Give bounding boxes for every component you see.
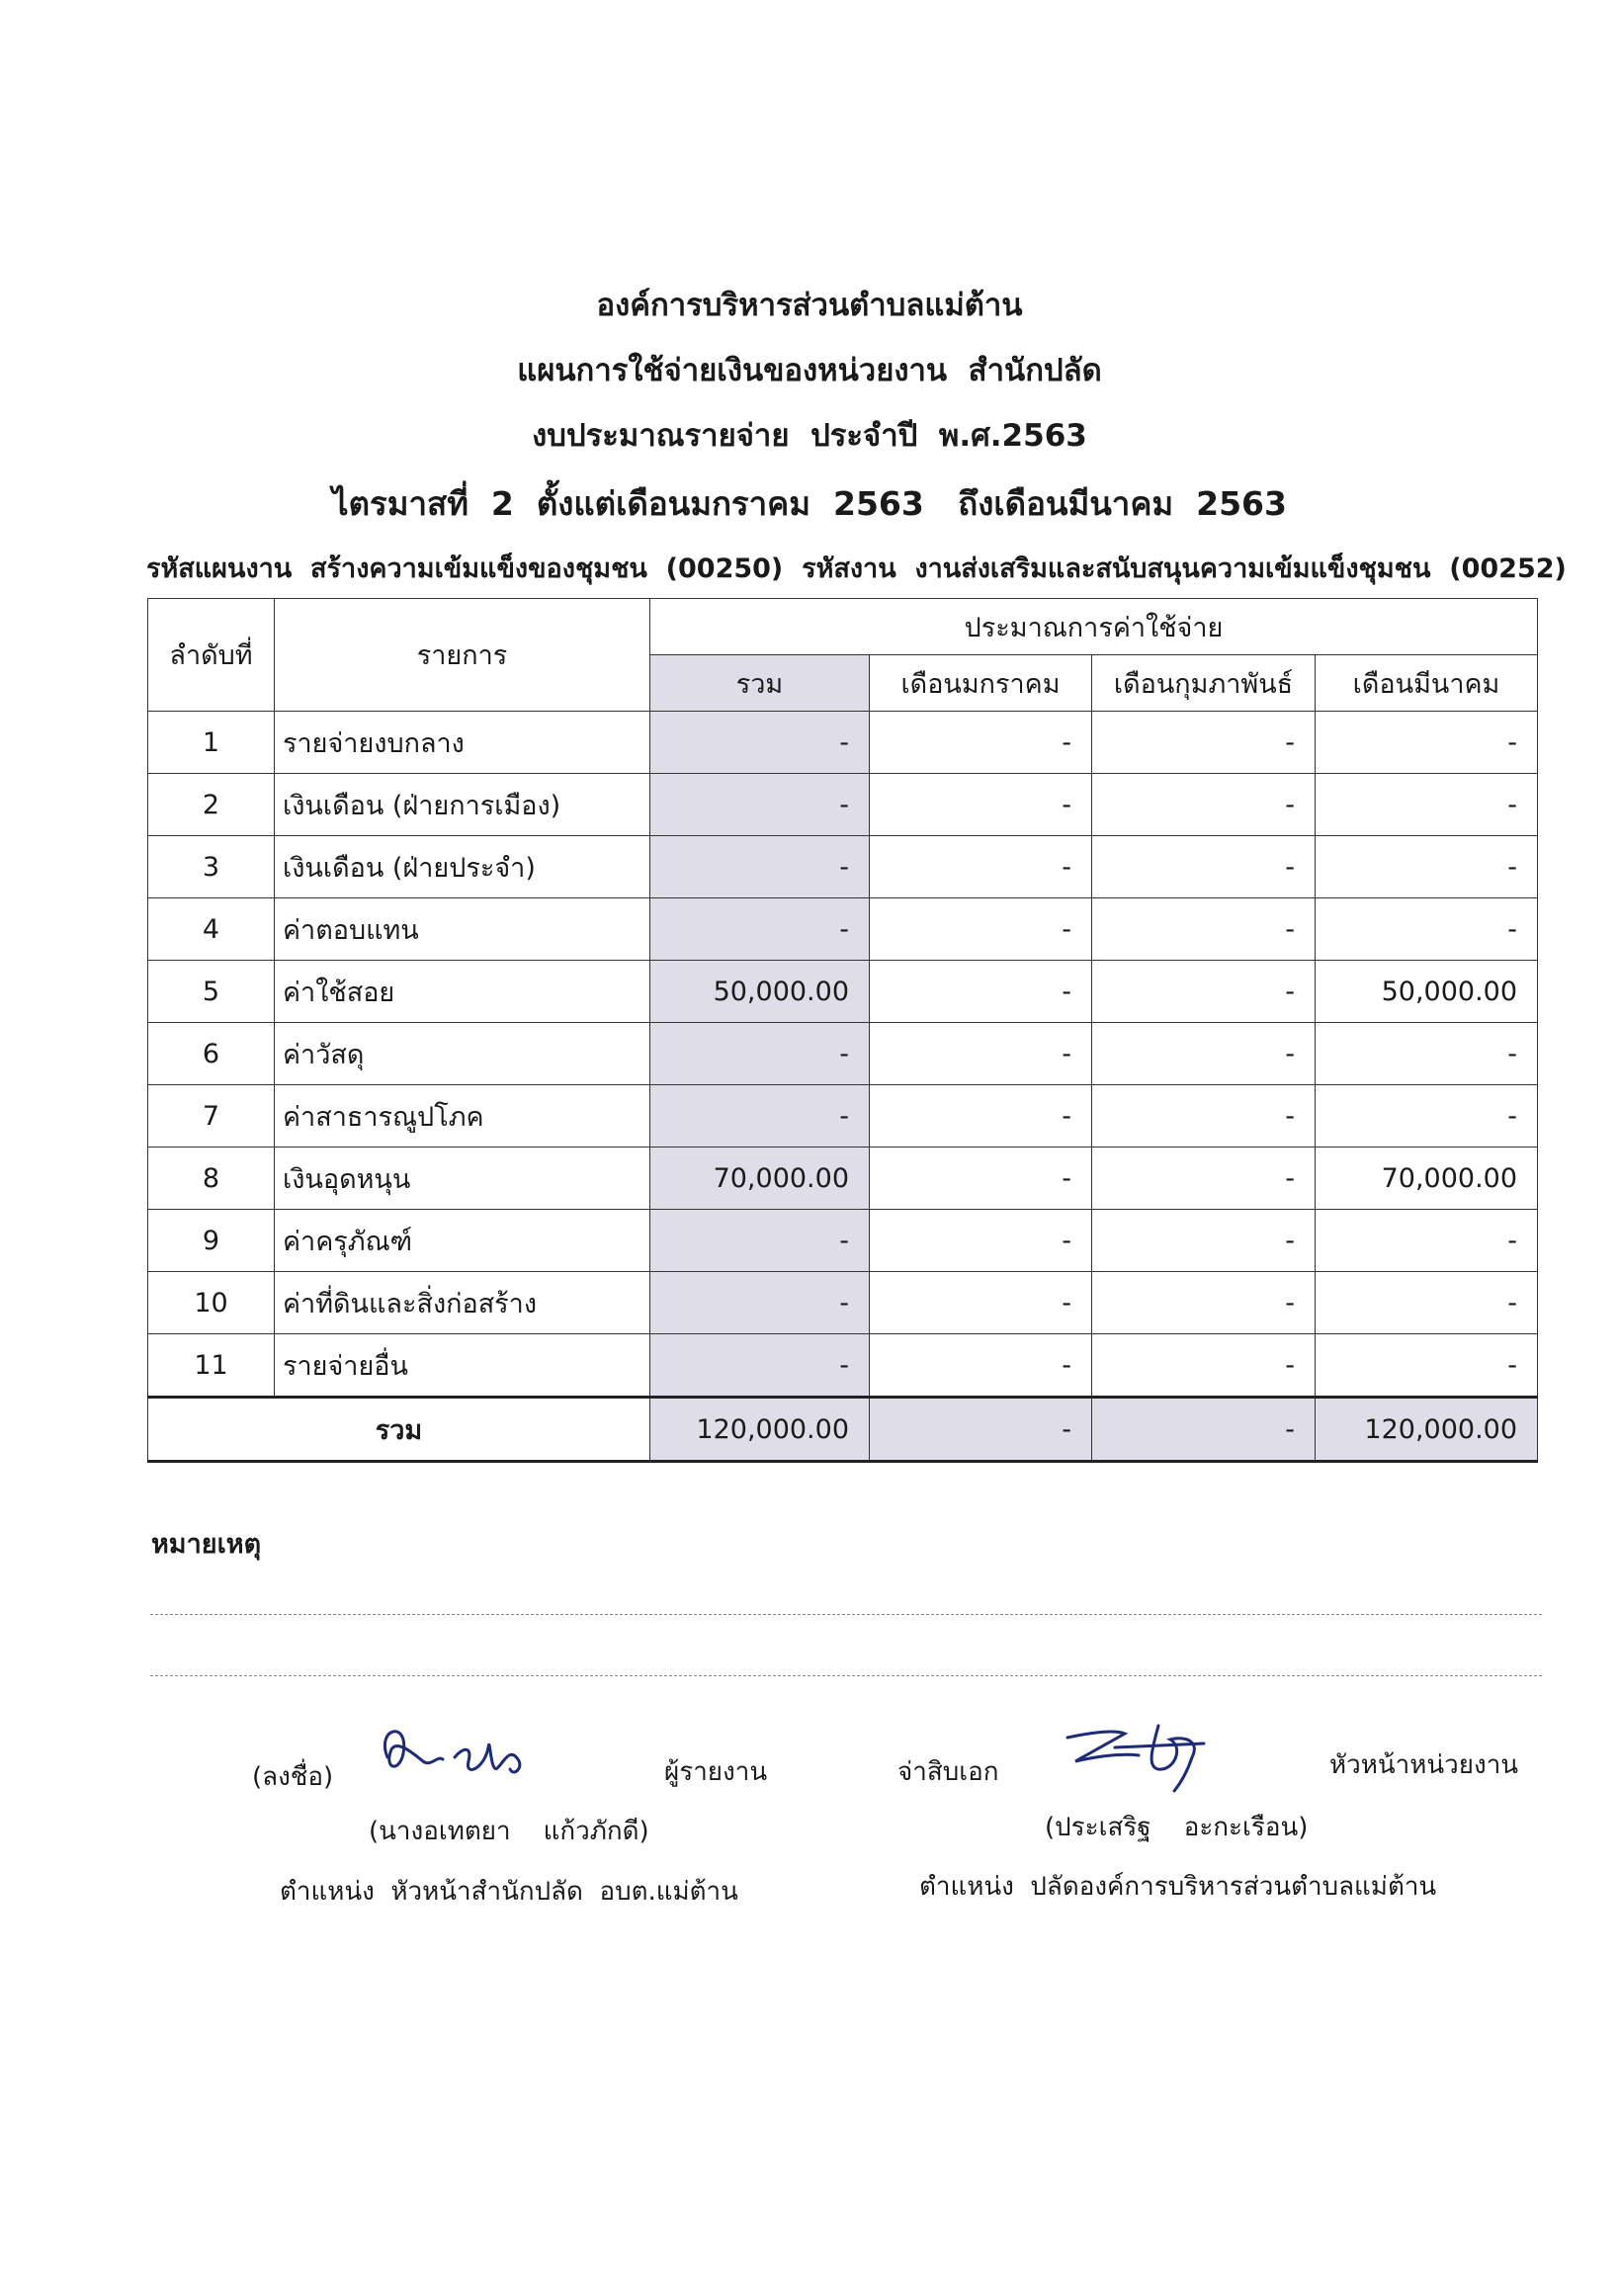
row-item: รายจ่ายอื่น [275, 1334, 650, 1398]
table-row [148, 1272, 1538, 1334]
row-total: - [650, 712, 870, 774]
row-item: ค่าวัสดุ [275, 1023, 650, 1085]
row-total: - [650, 1210, 870, 1272]
row-item: ค่าใช้สอย [275, 961, 650, 1023]
row-feb: - [1092, 1334, 1316, 1398]
row-total: - [650, 836, 870, 898]
row-total: - [650, 1334, 870, 1398]
quarter-title: ไตรมาสที่ 2 ตั้งแต่เดือนมกราคม 2563 ถึงเดือนมีนาคม 2563 [332, 484, 1287, 523]
total-row [148, 1398, 1538, 1462]
row-feb: - [1092, 1085, 1316, 1148]
row-jan: - [870, 961, 1092, 1023]
head-name: (ประเสริฐ อะกะเรือน) [1045, 1813, 1309, 1842]
row-mar: 70,000.00 [1316, 1148, 1538, 1210]
row-no: 9 [148, 1210, 275, 1272]
row-total: - [650, 898, 870, 961]
row-no: 5 [148, 961, 275, 1023]
reporter-signature [374, 1718, 542, 1792]
table-row [148, 1210, 1538, 1272]
row-jan: - [870, 774, 1092, 836]
row-item: ค่าสาธารณูปโภค [275, 1085, 650, 1148]
row-jan: - [870, 1272, 1092, 1334]
note-line [150, 1614, 1542, 1615]
notes-label: หมายเหตุ [151, 1529, 262, 1560]
row-mar: - [1316, 712, 1538, 774]
row-jan: - [870, 1085, 1092, 1148]
reporter-role: ผู้รายงาน [664, 1757, 768, 1787]
sign-label: (ลงชื่อ) [252, 1762, 334, 1792]
col-header-total: รวม [650, 655, 870, 712]
row-total: 50,000.00 [650, 961, 870, 1023]
row-item: ค่าตอบแทน [275, 898, 650, 961]
row-mar: - [1316, 836, 1538, 898]
row-no: 2 [148, 774, 275, 836]
head-signature [1056, 1718, 1234, 1797]
head-position: ตำแหน่ง ปลัดองค์การบริหารส่วนตำบลแม่ต้าน [919, 1872, 1437, 1902]
row-total: - [650, 1023, 870, 1085]
row-jan: - [870, 1210, 1092, 1272]
row-mar: - [1316, 774, 1538, 836]
row-no: 4 [148, 898, 275, 961]
row-no: 10 [148, 1272, 275, 1334]
row-no: 7 [148, 1085, 275, 1148]
row-no: 8 [148, 1148, 275, 1210]
reporter-position: ตำแหน่ง หัวหน้าสำนักปลัด อบต.แม่ต้าน [280, 1877, 738, 1907]
note-line [150, 1675, 1542, 1676]
row-feb: - [1092, 1023, 1316, 1085]
col-header-no: ลำดับที่ [148, 599, 275, 712]
row-item: รายจ่ายงบกลาง [275, 712, 650, 774]
reporter-name: (นางอเทตยา แก้วภักดี) [369, 1817, 649, 1846]
row-no: 11 [148, 1334, 275, 1398]
row-feb: - [1092, 774, 1316, 836]
row-feb: - [1092, 1148, 1316, 1210]
total-label: รวม [148, 1398, 650, 1462]
row-item: เงินอุดหนุน [275, 1148, 650, 1210]
col-header-feb: เดือนกุมภาพันธ์ [1092, 655, 1316, 712]
row-mar: - [1316, 1210, 1538, 1272]
row-feb: - [1092, 1210, 1316, 1272]
row-jan: - [870, 1148, 1092, 1210]
row-mar: - [1316, 898, 1538, 961]
row-feb: - [1092, 961, 1316, 1023]
row-total: - [650, 1085, 870, 1148]
row-jan: - [870, 1334, 1092, 1398]
table-row [148, 1148, 1538, 1210]
budget-year-title: งบประมาณรายจ่าย ประจำปี พ.ศ.2563 [532, 418, 1087, 454]
row-jan: - [870, 836, 1092, 898]
row-total: - [650, 774, 870, 836]
table-row [148, 898, 1538, 961]
row-total: 70,000.00 [650, 1148, 870, 1210]
row-no: 3 [148, 836, 275, 898]
row-jan: - [870, 1023, 1092, 1085]
budget-table [147, 598, 1538, 1463]
total-feb: - [1092, 1398, 1316, 1462]
row-mar: 50,000.00 [1316, 961, 1538, 1023]
col-header-jan: เดือนมกราคม [870, 655, 1092, 712]
row-mar: - [1316, 1334, 1538, 1398]
row-item: ค่าครุภัณฑ์ [275, 1210, 650, 1272]
table-row [148, 1334, 1538, 1398]
row-feb: - [1092, 898, 1316, 961]
row-jan: - [870, 898, 1092, 961]
row-feb: - [1092, 836, 1316, 898]
total-jan: - [870, 1398, 1092, 1462]
head-rank: จ่าสิบเอก [897, 1757, 999, 1787]
row-item: เงินเดือน (ฝ่ายการเมือง) [275, 774, 650, 836]
table-row [148, 774, 1538, 836]
table-row [148, 712, 1538, 774]
row-jan: - [870, 712, 1092, 774]
row-total: - [650, 1272, 870, 1334]
col-header-group: ประมาณการค่าใช้จ่าย [650, 599, 1538, 655]
row-feb: - [1092, 712, 1316, 774]
row-item: เงินเดือน (ฝ่ายประจำ) [275, 836, 650, 898]
row-no: 1 [148, 712, 275, 774]
row-feb: - [1092, 1272, 1316, 1334]
col-header-item: รายการ [275, 599, 650, 712]
row-mar: - [1316, 1023, 1538, 1085]
table-row [148, 836, 1538, 898]
table-row [148, 961, 1538, 1023]
total-sum: 120,000.00 [650, 1398, 870, 1462]
col-header-mar: เดือนมีนาคม [1316, 655, 1538, 712]
table-row [148, 1085, 1538, 1148]
total-mar: 120,000.00 [1316, 1398, 1538, 1462]
row-mar: - [1316, 1272, 1538, 1334]
table-row [148, 1023, 1538, 1085]
row-no: 6 [148, 1023, 275, 1085]
row-mar: - [1316, 1085, 1538, 1148]
head-role: หัวหน้าหน่วยงาน [1329, 1750, 1519, 1780]
plan-code-line: รหัสแผนงาน สร้างความเข้มแข็งของชุมชน (00250) รหัสงาน งานส่งเสริมและสนับสนุนความเข้มแข็งชุมชน (00252) [146, 553, 1567, 584]
row-item: ค่าที่ดินและสิ่งก่อสร้าง [275, 1272, 650, 1334]
org-title: องค์การบริหารส่วนตำบลแม่ต้าน [596, 288, 1023, 323]
plan-title: แผนการใช้จ่ายเงินของหน่วยงาน สำนักปลัด [517, 353, 1102, 388]
